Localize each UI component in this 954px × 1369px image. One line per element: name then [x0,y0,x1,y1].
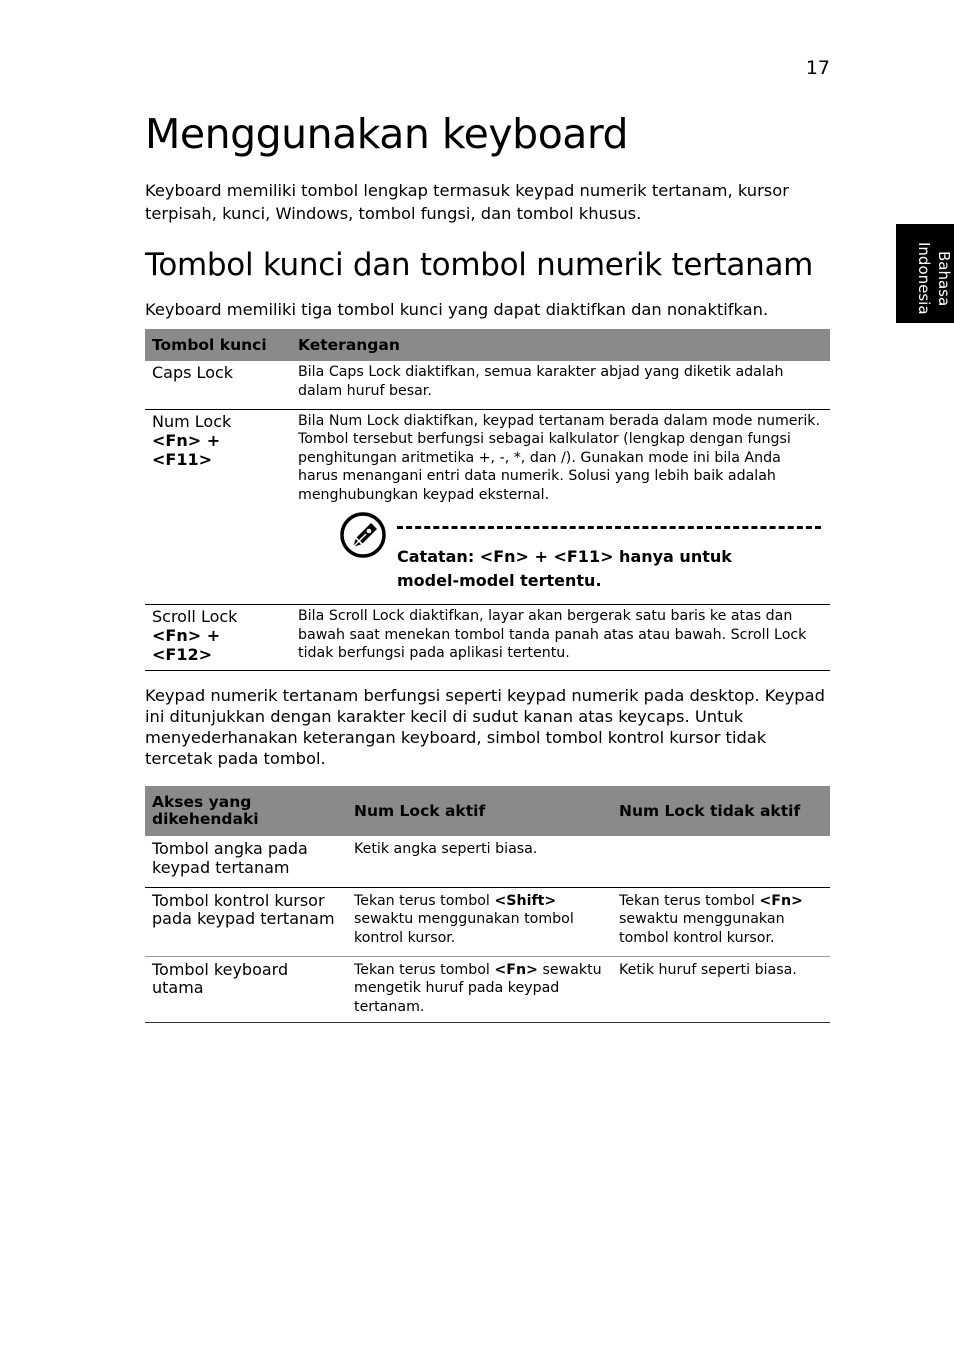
page-title: Menggunakan keyboard [145,110,629,158]
table-row [145,956,830,1023]
row-label: Tombol angka pada keypad tertanam [152,839,308,877]
cell-numlock-on: Tekan terus tombol <Fn> sewaktu mengetik huruf pada keypad tertanam. [354,961,602,1015]
key-combo: <Fn> + <F11> [152,430,221,469]
section-intro: Keyboard memiliki tiga tombol kunci yang dapat diaktifkan dan nonaktifkan. [145,300,769,319]
lock-keys-table [145,329,830,671]
note-divider [397,526,821,529]
page-number: 17 [805,57,830,79]
cell-numlock-off: Ketik huruf seperti biasa. [619,961,797,978]
key-shift: <Shift> [494,892,557,909]
note-box [298,504,823,600]
section-title: Tombol kunci dan tombol numerik tertanam [145,247,814,283]
key-combo: <Fn> + <F12> [152,626,221,664]
header-access: Akses yang dikehendaki [145,786,347,836]
table-header-row [145,786,830,836]
table-row [145,409,830,605]
key-fn: <Fn> [759,892,803,909]
language-side-tab [896,224,954,323]
header-numlock-on: Num Lock aktif [347,786,612,836]
key-name: Caps Lock [152,363,234,382]
key-fn: <Fn> [494,961,538,978]
note-pen-icon [339,511,387,559]
cell-numlock-on: Tekan terus tombol <Shift> sewaktu menggunakan tombol kontrol kursor. [354,892,574,946]
key-name: Scroll Lock [152,607,238,626]
key-description: Bila Caps Lock diaktifkan, semua karakter abjad yang diketik adalah dalam huruf besar. [298,364,784,399]
table-row [145,836,830,887]
header-description: Keterangan [291,329,830,361]
keypad-access-table [145,786,830,1023]
keypad-paragraph: Keypad numerik tertanam berfungsi seperti keypad numerik pada desktop. Keypad ini ditunjukkan dengan karakter kecil di sudut kanan atas keycaps. Untuk menyederhanakan keterangan keyboard, simbol tombol kontrol kursor tidak tercetak pada tombol. [145,686,825,768]
key-name: Num Lock [152,411,232,431]
header-lock-key: Tombol kunci [145,329,291,361]
table-row [145,887,830,956]
key-description: Bila Num Lock diaktifkan, keypad tertanam berada dalam mode numerik. Tombol tersebut berfungsi sebagai kalkulator (lengkap dengan fungsi penghitungan aritmetika +, -, *, dan /). Gunakan mode ini bila Anda harus menangani entri data numerik. Solusi yang lebih baik adalah menghubungkan keypad eksternal. [298,412,821,503]
table-row [145,361,830,409]
row-label: Tombol kontrol kursor pada keypad tertanam [152,890,335,928]
table-row [145,605,830,671]
intro-paragraph: Keyboard memiliki tombol lengkap termasuk keypad numerik tertanam, kursor terpisah, kunci, Windows, tombol fungsi, dan tombol khusus. [145,181,789,223]
cell-numlock-off: Tekan terus tombol <Fn> sewaktu menggunakan tombol kontrol kursor. [619,892,803,946]
header-numlock-off: Num Lock tidak aktif [612,786,830,836]
note-text: Catatan: <Fn> + <F11> hanya untuk model-model tertentu. [397,547,732,590]
row-label: Tombol keyboard utama [152,959,289,997]
key-description: Bila Scroll Lock diaktifkan, layar akan bergerak satu baris ke atas dan bawah saat menekan tombol tanda panah atas atau bawah. Scroll Lock tidak berfungsi pada aplikasi tertentu. [298,608,807,661]
table-header-row [145,329,830,361]
cell-numlock-on: Ketik angka seperti biasa. [354,841,538,857]
side-tab-label: Bahasa Indonesia [915,242,953,315]
